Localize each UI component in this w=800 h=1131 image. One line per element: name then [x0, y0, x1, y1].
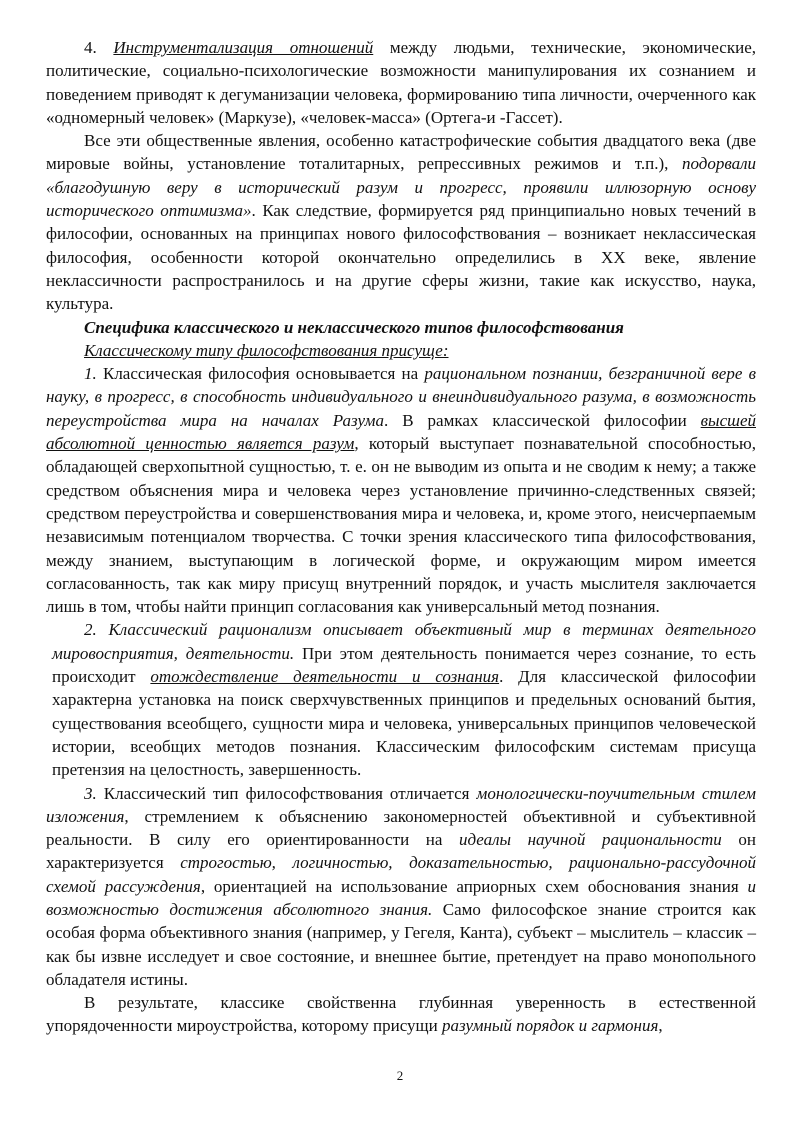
underlined-phrase: отождествление деятельности и сознания [150, 667, 500, 687]
page-number: 2 [396, 1068, 404, 1083]
list-item-2 [52, 618, 756, 781]
paragraph-text: , стремлением к объяснению закономерностей объективной и субъективной реальности. В силу его ориентированности на [46, 806, 756, 850]
italic-phrase: Классический рационализм описывает объективный мир в терминах деятельного мировосприятия, деятельности. [52, 620, 756, 663]
paragraph-text: . Как следствие, формируется ряд принципиально новых течений в философии, основанных на принципах нового философствования – возникает неклассическая философия, особенности которой окончательно определились в XX веке, явление неклассичности распространилось и на другие сферы жизни, такие как искусство, наука, культура. [46, 201, 756, 314]
paragraph-text: он характеризуется [46, 830, 756, 873]
paragraph-text: . Для классической философии характерна установка на поиск сверхчувственных принципов и предельных оснований бытия, существования всеобщего, сущности мира и человека, универсальных принципов человеческой истории, всеобщих методов познания. Классическим философским системам присуща претензия на целостность, завершенность. [52, 667, 757, 780]
paragraph-text: Само философское знание строится как особая форма объективного знания (например, у Гегеля, Канта), субъект – мыслитель – классик – как бы извне исследует и свое состояние, и внешнее бытие, претендует на право монопольного обладателя истины. [46, 899, 756, 989]
term-instrumentalization: Инструментализация отношений [113, 38, 374, 57]
italic-phrase: и возможностью достижения абсолютного знания. [46, 876, 757, 919]
paragraph-text: . В рамках классической философии [383, 410, 701, 430]
item-number: 4. [84, 38, 114, 57]
item-number: 1. [84, 364, 103, 384]
italic-phrase: рациональном познании, безграничной вере в науку, в прогресс, в способность индивидуального и внеиндивидуального разума, в возможность переустройства мира на началах Разума [46, 364, 756, 430]
section-heading: Специфика классического и неклассического типов философствования [84, 317, 624, 337]
paragraph-text: между людьми, технические, экономические, политические, социально-психологические возможности манипулирования их сознанием и поведением приводят к дегуманизации человека, формированию типа личности, очерченного как «одномерный человек» (Маркузе), «человек-масса» (Ортега-и -Гассет). [46, 38, 757, 127]
list-item-1 [46, 362, 756, 618]
paragraph-text: , ориентацией на использование априорных схем обоснования знания [200, 876, 748, 896]
paragraph-text: Классический тип философствования отличается [103, 783, 477, 803]
paragraph-conclusion [46, 991, 756, 1038]
item-number: 3. [84, 783, 104, 803]
italic-phrase: разумный порядок и гармония [442, 1016, 659, 1036]
italic-phrase: монологически-поучительным стилем изложения [46, 783, 756, 826]
section-subheading: Классическому типу философствования присуще: [84, 340, 449, 360]
paragraph-text: , который выступает познавательной способностью, обладающей сверхопытной сущностью, т. е. он не выводим из опыта и не сводим к нему; а также средством объяснения мира и человека через установление причинно-следственных связей; средством переустройства и совершенствования мира и человека, и, кроме этого, неисчерпаемым независимым потенциалом творчества. С точки зрения классического типа философствования, между знанием, выступающим в логической форме, и окружающим миром имеется согласованность, так как миру присущ внутренний порядок, и участь мыслителя заключается лишь в том, чтобы найти принцип согласования как универсальный метод познания. [46, 434, 756, 617]
paragraph-text: В результате, классике свойственна глубинная уверенность в естественной упорядоченности мироустройства, которому присущи [46, 993, 756, 1036]
paragraph-text: Классическая философия основывается на [102, 364, 425, 384]
underlined-phrase: высшей абсолютной ценностью является разум [46, 410, 756, 454]
list-item-3 [46, 782, 756, 992]
paragraph-text: , [658, 1016, 663, 1036]
paragraph-instrumentalization [46, 36, 756, 129]
italic-phrase: строгостью, логичностью, доказательностью, рационально-рассудочной схемой рассуждения [46, 853, 756, 896]
paragraph-text: При этом деятельность понимается через сознание, то есть происходит [52, 643, 756, 687]
italic-phrase: идеалы научной рациональности [458, 830, 722, 850]
italic-quote: подорвали «благодушную веру в исторический разум и прогресс, проявили иллюзорную основу исторического оптимизма» [46, 154, 756, 221]
item-number: 2. [84, 620, 109, 640]
paragraph-social-phenomena [46, 129, 756, 315]
paragraph-text: Все эти общественные явления, особенно катастрофические события двадцатого века (две мировые войны, установление тоталитарных, репрессивных режимов и т.п.), [46, 131, 756, 174]
document-page [46, 36, 756, 1038]
